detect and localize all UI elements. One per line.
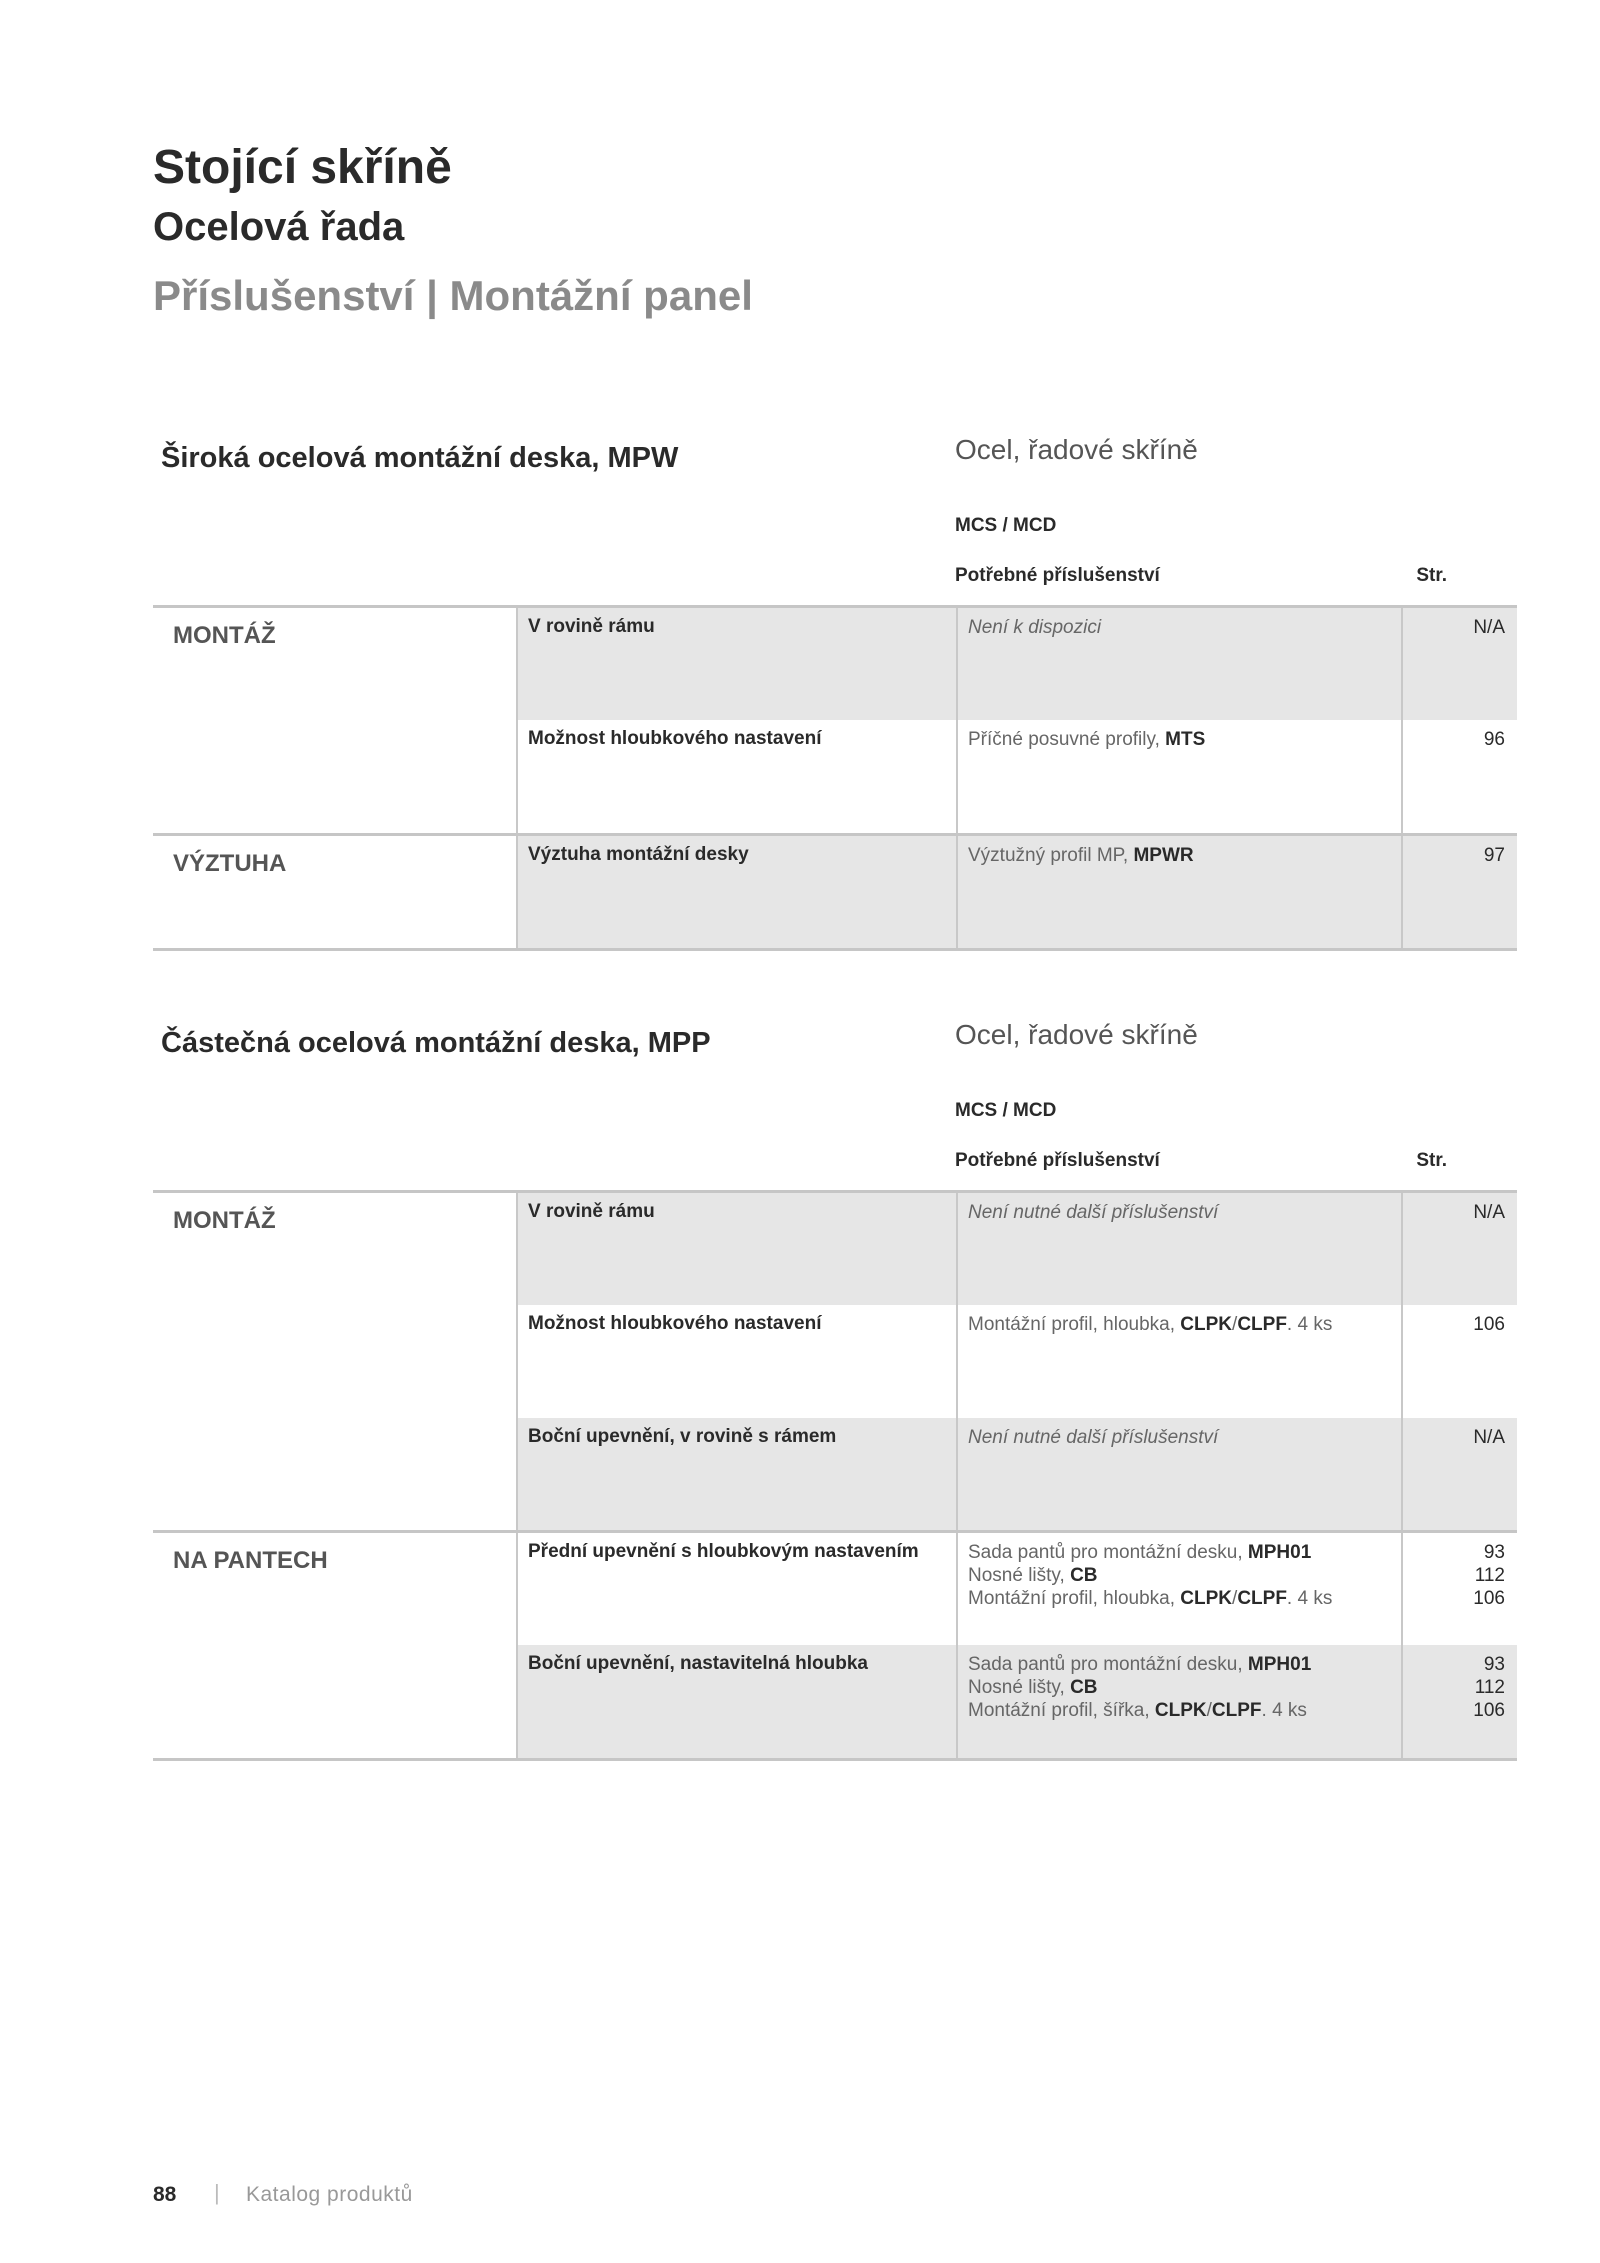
option-label: V rovině rámu	[517, 607, 957, 721]
category-heading: Příslušenství | Montážní panel	[153, 272, 753, 319]
page-ref: 106	[1402, 1305, 1517, 1418]
table-row	[153, 1645, 1517, 1760]
product-code[interactable]: CB	[1070, 1565, 1098, 1586]
product-code[interactable]: MPH01	[1247, 1542, 1312, 1563]
product-code[interactable]: CLPF	[1211, 1700, 1262, 1721]
section-title: Široká ocelová montážní deska, MPW	[161, 442, 679, 474]
group-label: MONTÁŽ	[153, 607, 517, 721]
product-code[interactable]: CLPK	[1180, 1314, 1233, 1335]
group-label: VÝZTUHA	[153, 835, 517, 950]
product-code[interactable]: MPH01	[1247, 1654, 1312, 1675]
product-code[interactable]: CLPF	[1237, 1314, 1287, 1335]
product-code[interactable]: CLPK	[1154, 1700, 1207, 1721]
group-label	[153, 720, 517, 835]
page-ref: 93 112 106	[1402, 1532, 1517, 1646]
page-column-header: Str.	[1416, 565, 1447, 586]
accessory-cell: Výztužný profil MP, MPWR	[957, 835, 1402, 950]
product-code[interactable]: CLPK	[1180, 1588, 1233, 1609]
group-label	[153, 1418, 517, 1532]
accessory-cell: Sada pantů pro montážní desku, MPH01 Nosné lišty, CB Montážní profil, hloubka, CLPK/CLPF. 4 ks	[957, 1532, 1402, 1646]
section-title: Částečná ocelová montážní deska, MPP	[161, 1027, 711, 1059]
table-row	[153, 835, 1517, 950]
page-title: Stojící skříně	[153, 141, 452, 194]
product-code[interactable]: MPWR	[1133, 845, 1194, 866]
product-code[interactable]: CLPF	[1237, 1588, 1287, 1609]
group-label: MONTÁŽ	[153, 1192, 517, 1306]
page-ref: 97	[1402, 835, 1517, 950]
section-material: Ocel, řadové skříně	[955, 434, 1198, 465]
table-row	[153, 1532, 1517, 1646]
option-label: Přední upevnění s hloubkovým nastavením	[517, 1532, 957, 1646]
accessory-cell: Není k dispozici	[957, 607, 1402, 721]
option-label: V rovině rámu	[517, 1192, 957, 1306]
required-accessories-header: Potřebné příslušenství	[955, 565, 1160, 586]
page-ref: N/A	[1402, 1192, 1517, 1306]
accessory-cell: Montážní profil, hloubka, CLPK/CLPF. 4 ks	[957, 1305, 1402, 1418]
required-accessories-header: Potřebné příslušenství	[955, 1150, 1160, 1171]
page-subtitle: Ocelová řada	[153, 205, 405, 249]
accessory-table	[153, 1190, 1517, 1761]
table-row	[153, 1418, 1517, 1532]
page-ref: N/A	[1402, 607, 1517, 721]
table-row	[153, 720, 1517, 835]
product-code[interactable]: CB	[1070, 1677, 1098, 1698]
accessory-cell: Není nutné další příslušenství	[957, 1418, 1402, 1532]
group-label	[153, 1305, 517, 1418]
page-ref: 96	[1402, 720, 1517, 835]
accessory-table	[153, 605, 1517, 951]
section-series: MCS / MCD	[955, 1100, 1057, 1121]
page-ref: N/A	[1402, 1418, 1517, 1532]
section-material: Ocel, řadové skříně	[955, 1019, 1198, 1050]
section-series: MCS / MCD	[955, 515, 1057, 536]
footer-text: Katalog produktů	[246, 2183, 413, 2206]
accessory-cell: Příčné posuvné profily, MTS	[957, 720, 1402, 835]
table-row	[153, 607, 1517, 721]
accessory-cell: Sada pantů pro montážní desku, MPH01 Nosné lišty, CB Montážní profil, šířka, CLPK/CLPF. 4 ks	[957, 1645, 1402, 1760]
product-code[interactable]: MTS	[1165, 729, 1206, 750]
option-label: Boční upevnění, v rovině s rámem	[517, 1418, 957, 1532]
group-label: NA PANTECH	[153, 1532, 517, 1646]
page-number: 88	[153, 2183, 177, 2206]
page-ref: 93 112 106	[1402, 1645, 1517, 1760]
accessory-cell: Není nutné další příslušenství	[957, 1192, 1402, 1306]
footer-separator: |	[214, 2180, 220, 2205]
option-label: Možnost hloubkového nastavení	[517, 720, 957, 835]
page-column-header: Str.	[1416, 1150, 1447, 1171]
group-label	[153, 1645, 517, 1760]
option-label: Výztuha montážní desky	[517, 835, 957, 950]
table-row	[153, 1305, 1517, 1418]
option-label: Boční upevnění, nastavitelná hloubka	[517, 1645, 957, 1760]
option-label: Možnost hloubkového nastavení	[517, 1305, 957, 1418]
table-row	[153, 1192, 1517, 1306]
